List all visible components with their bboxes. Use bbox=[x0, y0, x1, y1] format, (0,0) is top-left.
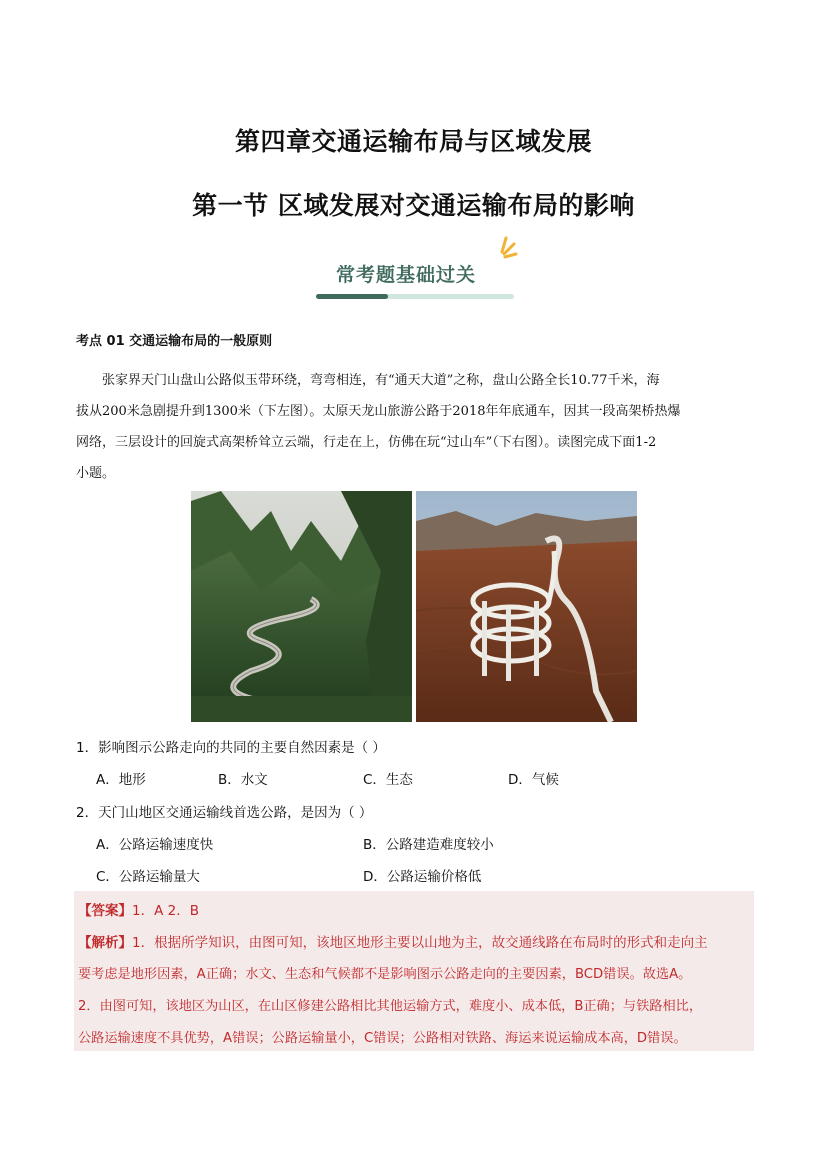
passage-line: 张家界天门山盘山公路似玉带环绕，弯弯相连，有“通天大道”之称，盘山公路全长10.77千米，海 bbox=[102, 373, 660, 388]
question-2-option-a: A．公路运输速度快 bbox=[96, 837, 214, 853]
question-2-option-c: C．公路运输量大 bbox=[96, 869, 200, 885]
passage-line: 拔从200米急剧提升到1300米（下左图）。太原天龙山旅游公路于2018年年底通车，因其一段高架桥热爆 bbox=[76, 404, 681, 419]
analysis-line-1 bbox=[78, 931, 708, 951]
analysis-tag: 【解析】 bbox=[78, 935, 132, 951]
topic-heading: 考点 01 交通运输布局的一般原则 bbox=[76, 334, 273, 349]
chapter-title: 第四章交通运输布局与区域发展 bbox=[234, 127, 592, 156]
question-2-stem: 2．天门山地区交通运输线首选公路，是因为（ ） bbox=[76, 805, 373, 821]
section-title: 第一节 区域发展对交通运输布局的影响 bbox=[192, 191, 635, 220]
passage-line: 网络，三层设计的回旋式高架桥耸立云端，行走在上，仿佛在玩“过山车”（下右图）。读图完成下面1-2 bbox=[76, 435, 657, 450]
analysis-text-1: 1．根据所学知识，由图可知，该地区地形主要以山地为主，故交通线路在布局时的形式和走向主 bbox=[132, 935, 708, 951]
answer-section bbox=[74, 891, 754, 1051]
question-1-option-d: D．气候 bbox=[508, 772, 559, 788]
passage-line: 小题。 bbox=[76, 466, 116, 481]
analysis-line-2: 要考虑是地形因素，A正确；水文、生态和气候都不是影响图示公路走向的主要因素，BCD错误。故选A。 bbox=[78, 967, 692, 982]
question-1-option-b: B．水文 bbox=[218, 772, 268, 788]
tianlong-mountain-viaduct-photo bbox=[416, 491, 637, 722]
tianmen-mountain-road-photo bbox=[191, 491, 412, 722]
question-1-stem: 1．影响图示公路走向的共同的主要自然因素是（ ） bbox=[76, 740, 386, 756]
passage bbox=[76, 365, 752, 489]
answer-tag: 【答案】 bbox=[78, 903, 132, 919]
question-2-option-d: D．公路运输价格低 bbox=[363, 869, 482, 885]
badge-underline-accent bbox=[316, 294, 388, 299]
answer-line bbox=[78, 899, 199, 919]
photo-pair bbox=[191, 491, 637, 722]
question-1-option-c: C．生态 bbox=[363, 772, 413, 788]
sparkle-icon bbox=[492, 236, 518, 264]
section-badge bbox=[310, 236, 520, 302]
analysis-line-4: 公路运输速度不具优势，A错误；公路运输量小，C错误；公路相对铁路、海运来说运输成本高，D错误。 bbox=[78, 1031, 687, 1046]
analysis-line-3: 2．由图可知，该地区为山区，在山区修建公路相比其他运输方式，难度小、成本低，B正确；与铁路相比， bbox=[78, 999, 703, 1014]
badge-label: 常考题基础过关 bbox=[336, 264, 477, 286]
answer-text: 1．A 2．B bbox=[132, 903, 199, 919]
question-2-option-b: B．公路建造难度较小 bbox=[363, 837, 494, 853]
question-1-option-a: A．地形 bbox=[96, 772, 146, 788]
